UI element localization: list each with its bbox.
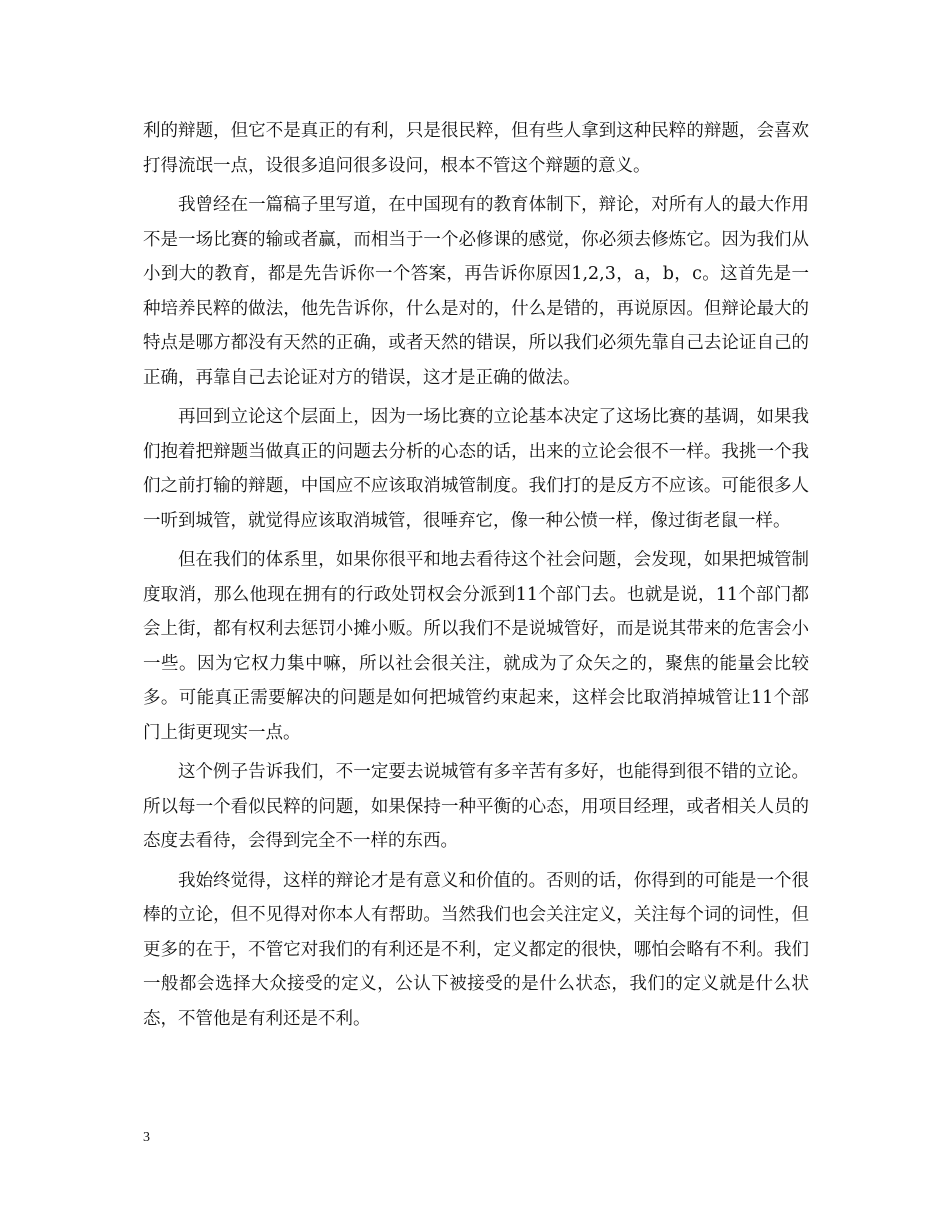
paragraph-4: 但在我们的体系里，如果你很平和地去看待这个社会问题，会发现，如果把城管制度取消，那么他现在拥有的行政处罚权会分派到11个部门去。也就是说，11个部门都会上街，都有权利去惩罚小摊小贩。所以我们不是说城管好，而是说其带来的危害会小一些。因为它权力集中嘛，所以社会很关注，就成为了众矢之的，聚焦的能量会比较多。可能真正需要解决的问题是如何把城管约束起来，这样会比取消掉城管让11个部门上街更现实一点。 <box>143 550 809 743</box>
paragraph-3: 再回到立论这个层面上，因为一场比赛的立论基本决定了这场比赛的基调，如果我们抱着把辩题当做真正的问题去分析的心态的话，出来的立论会很不一样。我挑一个我们之前打输的辩题，中国应不应该取消城管制度。我们打的是反方不应该。可能很多人一听到城管，就觉得应该取消城管，很唾弃它，像一种公愤一样，像过街老鼠一样。 <box>143 407 809 531</box>
page-number: 3 <box>143 1130 150 1145</box>
body-text <box>143 114 809 1041</box>
paragraph-6: 我始终觉得，这样的辩论才是有意义和价值的。否则的话，你得到的可能是一个很棒的立论，但不见得对你本人有帮助。当然我们也会关注定义，关注每个词的词性，但更多的在于，不管它对我们的有利还是不利，定义都定的很快，哪怕会略有不利。我们一般都会选择大众接受的定义，公认下被接受的是什么状态，我们的定义就是什么状态，不管他是有利还是不利。 <box>143 870 809 1029</box>
paragraph-2: 我曾经在一篇稿子里写道，在中国现有的教育体制下，辩论，对所有人的最大作用不是一场比赛的输或者赢，而相当于一个必修课的感觉，你必须去修炼它。因为我们从小到大的教育，都是先告诉你一个答案，再告诉你原因1,2,3，a，b，c。这首先是一种培养民粹的做法，他先告诉你，什么是对的，什么是错的，再说原因。但辩论最大的特点是哪方都没有天然的正确，或者天然的错误，所以我们必须先靠自己去论证自己的正确，再靠自己去论证对方的错误，这才是正确的做法。 <box>143 195 809 388</box>
paragraph-5: 这个例子告诉我们，不一定要去说城管有多辛苦有多好，也能得到很不错的立论。所以每一个看似民粹的问题，如果保持一种平衡的心态，用项目经理，或者相关人员的态度去看待，会得到完全不一样的东西。 <box>143 762 809 851</box>
paragraph-1: 利的辩题，但它不是真正的有利，只是很民粹，但有些人拿到这种民粹的辩题，会喜欢打得流氓一点，设很多追问很多设问，根本不管这个辩题的意义。 <box>143 121 809 176</box>
